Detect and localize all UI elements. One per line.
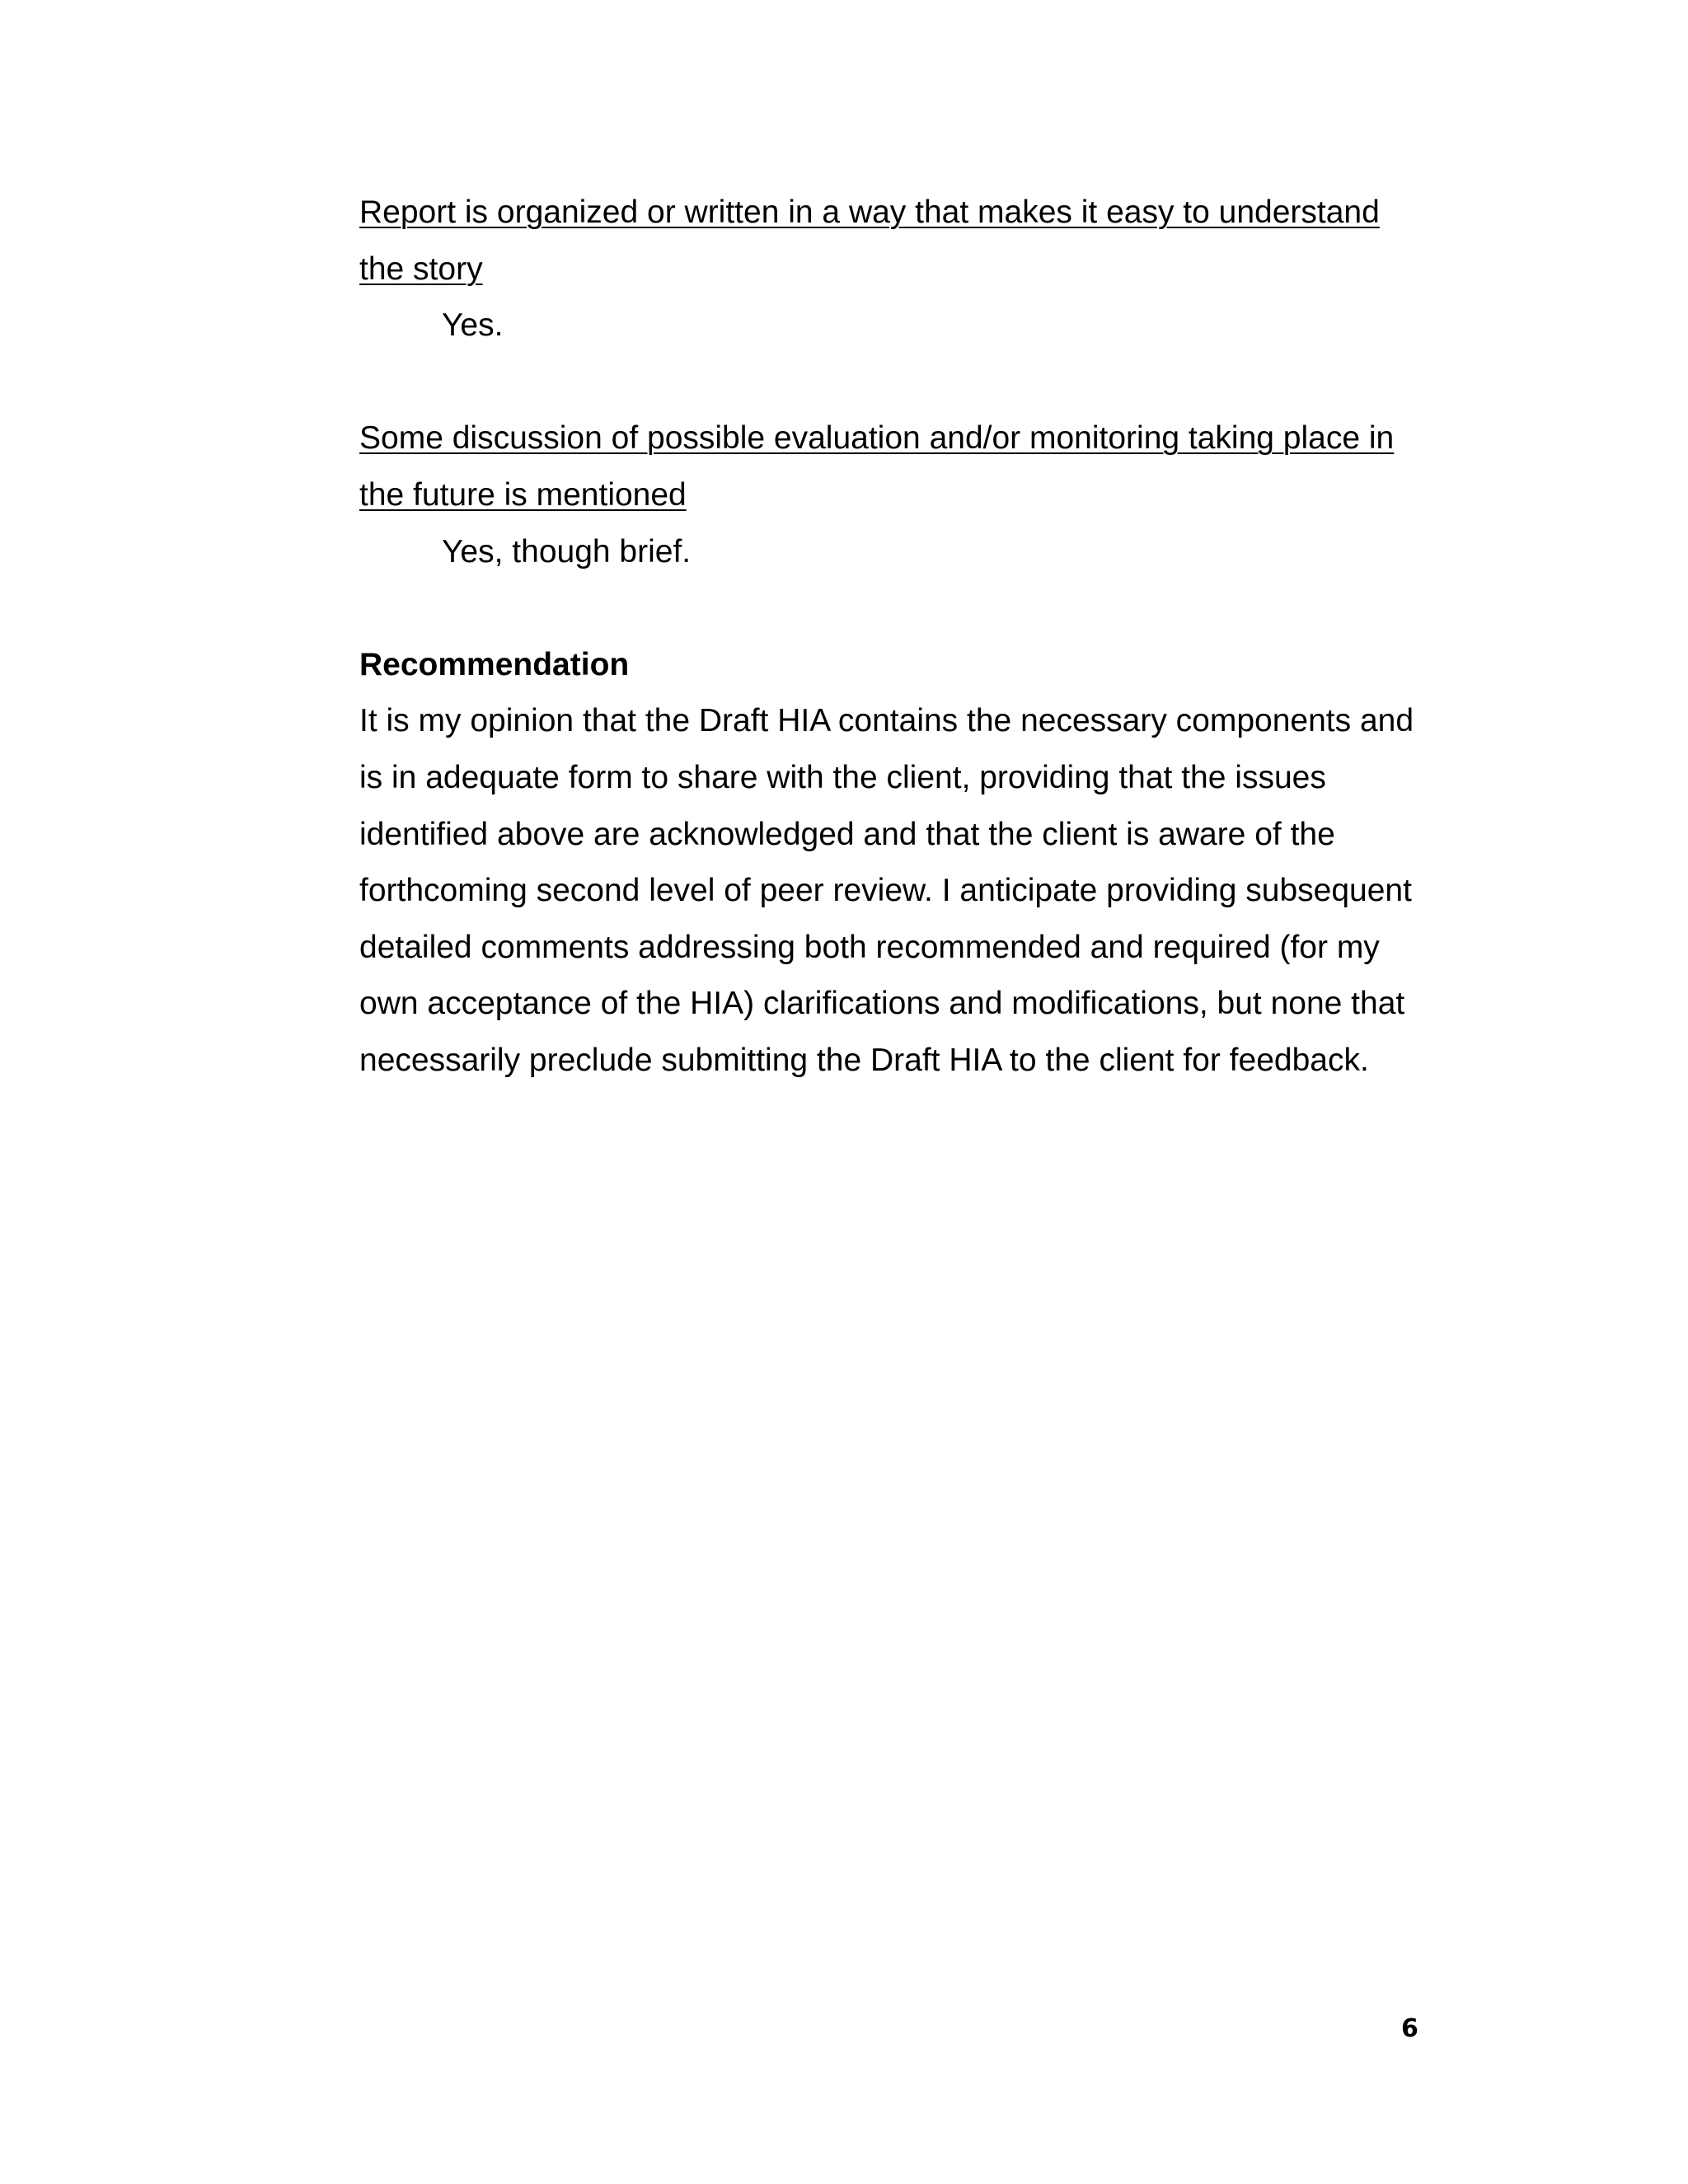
recommendation-heading: Recommendation [359,646,630,682]
paragraph-spacer [359,580,1431,637]
answer-report-organization: Yes. [442,307,504,344]
recommendation-body: It is my opinion that the Draft HIA contains the necessary components and is in adequate form to share with the client, providing that the issues identified above are acknowledged and that the client is aware of the forthcoming second level of peer review. I anticipate providing subsequent detailed comments addressing both recommended and required (for my own acceptance of the HIA) clarifications and modifications, but none that necessarily preclude submitting the Draft HIA to the client for feedback. [359,703,1414,1078]
criterion-evaluation-monitoring: Some discussion of possible evaluation and/or monitoring taking place in the future is mentioned [359,420,1395,513]
answer-evaluation-monitoring: Yes, though brief. [442,533,692,569]
page-number: 6 [1401,2014,1418,2043]
page-content [359,185,1431,1090]
criterion-report-organization: Report is organized or written in a way that makes it easy to understand the story [359,194,1380,287]
paragraph-spacer [359,354,1431,411]
